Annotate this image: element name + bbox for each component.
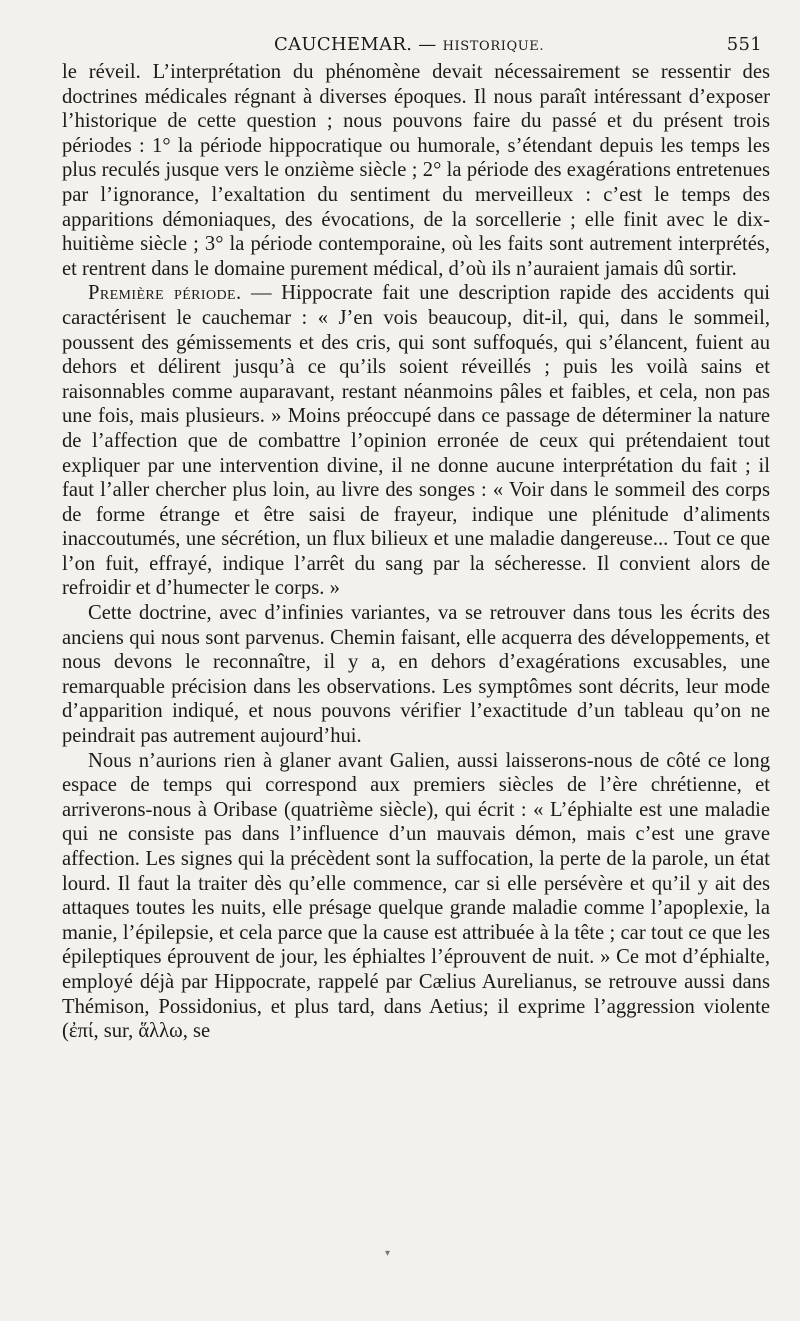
body-text [62,60,770,1044]
paragraph-3-text: Cette doctrine, avec d’infinies variantes, va se retrouver dans tous les écrits des anciens qui nous sont parvenus. Chemin faisant, elle acquerra des développements, et nous devons le reconnaître, il y a, en dehors d’exagérations excusables, une remarquable précision dans les observations. Les symptômes sont décrits, leur mode d’apparition indiqué, et nous pouvons vérifier l’exactitude d’un tableau qu’on ne peindrait pas autrement aujourd’hui. [62,602,770,748]
print-mark: ▾ [385,1248,391,1259]
running-title-separator: — [412,34,443,55]
page-number: 551 [726,34,762,55]
paragraph-3 [62,601,770,749]
paragraph-2 [62,281,770,601]
section-lead-premiere-periode: Première période. [88,282,242,305]
paragraph-4 [62,749,770,1044]
running-head [62,34,770,60]
paragraph-1 [62,60,770,281]
paragraph-1-text: le réveil. L’interprétation du phénomène devait nécessairement se ressentir des doctrines médicales régnant à diverses époques. Il nous paraît intéressant d’exposer l’historique de cette question ; nous pouvons faire du passé et du présent trois périodes : 1° la période hippocratique ou humorale, s’étendant depuis les temps les plus reculés jusque vers le onzième siècle ; 2° la période des exagérations entretenues par l’ignorance, l’exaltation du sentiment du merveilleux : c’est le temps des apparitions démoniaques, des évocations, de la sorcellerie ; elle finit avec le dix-huitième siècle ; 3° la période contemporaine, où les faits sont autrement interprétés, et rentrent dans le domaine purement médical, d’où ils n’auraient jamais dû sortir. [62,61,770,280]
paragraph-2-text: — Hippocrate fait une description rapide des accidents qui caractérisent le cauchemar : « J’en vois beaucoup, dit-il, qui, dans le sommeil, poussent des gémissements et des cris, qui sont suffoqués, qui s’élancent, fuient au dehors et délirent jusqu’à ce qu’ils soient réveillés ; puis les voilà sains et raisonnables comme auparavant, restant néanmoins pâles et faibles, et cela, non pas une fois, mais plusieurs. » Moins préoccupé dans ce passage de déterminer la nature de l’affection que de combattre l’opinion erronée de ceux qui prétendaient tout expliquer par une intervention divine, il ne donne aucune interprétation du fait ; il faut l’aller chercher plus loin, au livre des songes : « Voir dans le sommeil des corps de forme étrange et être saisi de frayeur, indique une plénitude d’aliments inaccoutumés, une sécrétion, un flux bilieux et une maladie dangereuse... Tout ce que l’on fuit, effrayé, indique l’arrêt du sang par la sécheresse. Il convient alors de refroidir et d’humecter le corps. » [62,282,770,600]
running-title-sub: HISTORIQUE. [442,39,545,54]
running-title-main: CAUCHEMAR. [274,34,413,55]
running-title [274,34,544,55]
paragraph-4-text: Nous n’aurions rien à glaner avant Galien, aussi laisserons-nous de côté ce long espace de temps qui correspond aux premiers siècles de l’ère chrétienne, et arriverons-nous à Oribase (quatrième siècle), qui écrit : « L’éphialte est une maladie qui ne consiste pas dans l’influence d’un mauvais démon, mais c’est une grave affection. Les signes qui la précèdent sont la suffocation, la perte de la parole, un état lourd. Il faut la traiter dès qu’elle commence, car si elle persévère et qu’il y ait des attaques toutes les nuits, elle présage quelque grande maladie comme l’apoplexie, la manie, l’épilepsie, et cela parce que la cause est attribuée à la tête ; car tout ce que les épileptiques éprouvent de jour, les éphialtes l’éprouvent de nuit. » Ce mot d’éphialte, employé déjà par Hippocrate, rappelé par Cælius Aurelianus, se retrouve aussi dans Thémison, Possidonius, et plus tard, dans Aetius; il exprime l’aggression violente (ἐπί, sur, ἅλλω, se [62,749,770,1043]
